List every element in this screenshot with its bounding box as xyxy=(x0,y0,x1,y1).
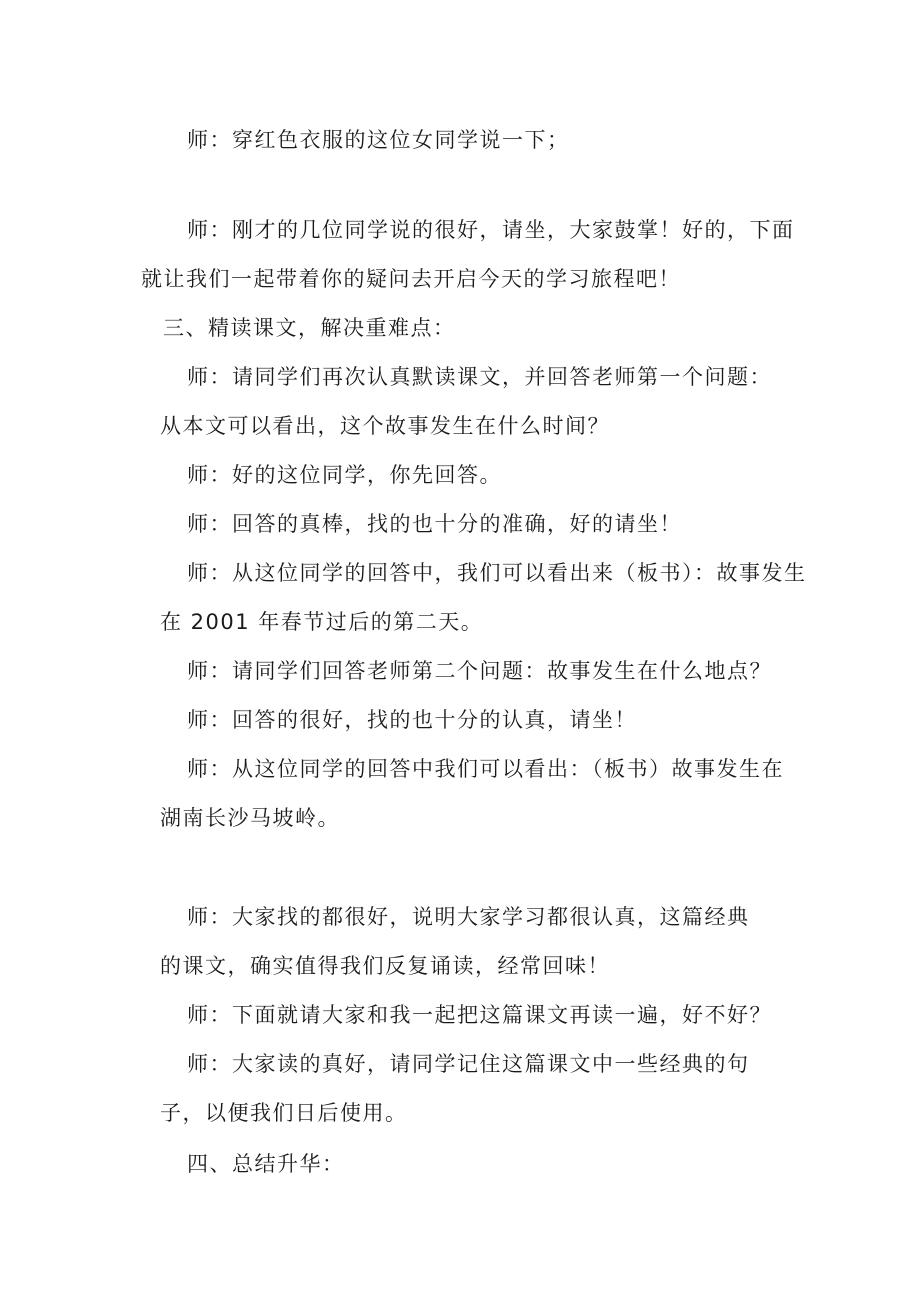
paragraph-line: 从本文可以看出，这个故事发生在什么时间？ xyxy=(160,414,610,438)
paragraph-line: 师：穿红色衣服的这位女同学说一下； xyxy=(187,128,570,152)
paragraph-line: 就让我们一起带着你的疑问去开启今天的学习旅程吧！ xyxy=(141,267,681,291)
paragraph-line: 师：从这位同学的回答中，我们可以看出来（板书）：故事发生 xyxy=(187,561,807,585)
paragraph-line: 师：从这位同学的回答中我们可以看出：（板书）故事发生在 xyxy=(187,757,784,781)
section-heading: 三、精读课文，解决重难点： xyxy=(163,316,456,340)
paragraph-line: 师：回答的真棒，找的也十分的准确，好的请坐！ xyxy=(187,512,682,536)
section-heading: 四、总结升华： xyxy=(187,1152,345,1176)
paragraph-line: 在 2001 年春节过后的第二天。 xyxy=(160,610,484,634)
paragraph-line: 师：大家读的真好，请同学记住这篇课文中一些经典的句 xyxy=(187,1052,750,1076)
paragraph-line: 师：大家找的都很好，说明大家学习都很认真，这篇经典 xyxy=(187,905,750,929)
paragraph-line: 师：请同学们再次认真默读课文，并回答老师第一个问题： xyxy=(187,365,772,389)
paragraph-line: 的课文，确实值得我们反复诵读，经常回味！ xyxy=(160,954,610,978)
paragraph-line: 师：回答的很好，找的也十分的认真，请坐！ xyxy=(187,708,637,732)
paragraph-line: 师：下面就请大家和我一起把这篇课文再读一遍，好不好？ xyxy=(187,1003,772,1027)
paragraph-line: 师：请同学们回答老师第二个问题：故事发生在什么地点？ xyxy=(187,659,772,683)
paragraph-line: 湖南长沙马坡岭。 xyxy=(160,806,340,830)
paragraph-line: 子，以便我们日后使用。 xyxy=(160,1101,408,1125)
paragraph-line: 师：刚才的几位同学说的很好，请坐，大家鼓掌！好的，下面 xyxy=(187,218,795,242)
paragraph-line: 师：好的这位同学，你先回答。 xyxy=(187,463,502,487)
